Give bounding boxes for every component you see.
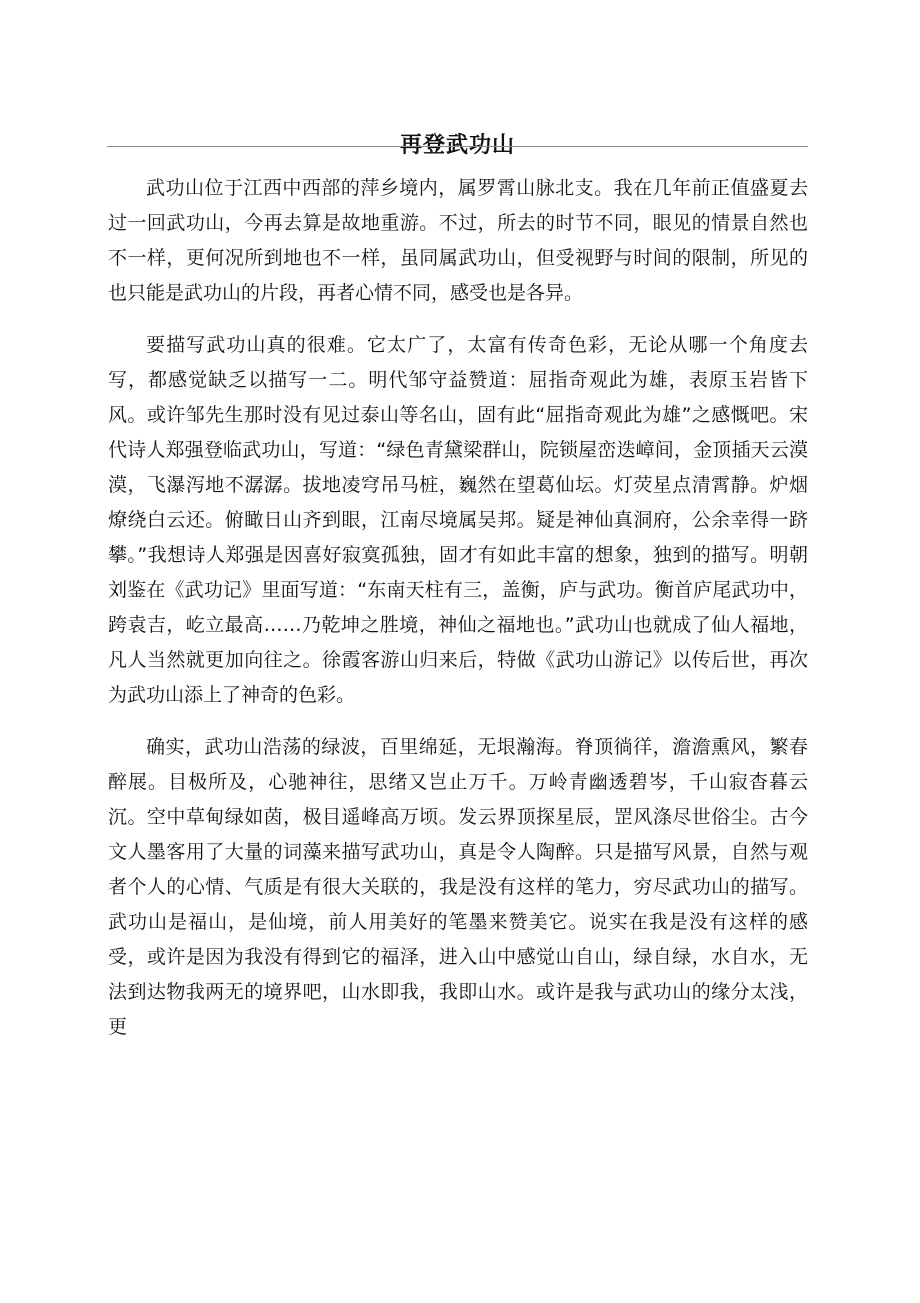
paragraph-1: 武功山位于江西中西部的萍乡境内，属罗霄山脉北支。我在几年前正值盛夏去过一回武功山，今再去算是故地重游。不过，所去的时节不同，眼见的情景自然也不一样，更何况所到地也不一样，虽同属武功山，但受视野与时间的限制，所见的也只能是武功山的片段，再者心情不同，感受也是各异。 [108, 177, 808, 304]
document-body [108, 171, 808, 1045]
title-divider [107, 146, 808, 147]
paragraph-3: 确实，武功山浩荡的绿波，百里绵延，无垠瀚海。脊顶徜徉，澹澹熏风，繁春醉展。目极所及，心驰神往，思绪又岂止万千。万岭青幽透碧岑，千山寂杳暮云沉。空中草甸绿如茵，极目遥峰高万顷。发云界顶探星辰，罡风涤尽世俗尘。古今文人墨客用了大量的词藻来描写武功山，真是令人陶醉。只是描写风景，自然与观者个人的心情、气质是有很大关联的，我是没有这样的笔力，穷尽武功山的描写。武功山是福山，是仙境，前人用美好的笔墨来赞美它。说实在我是没有这样的感受，或许是因为我没有得到它的福泽，进入山中感觉山自山，绿自绿，水自水，无法到达物我两无的境界吧，山水即我，我即山水。或许是我与武功山的缘分太浅，更 [108, 736, 808, 1038]
document-title: 再登武功山 [399, 132, 515, 158]
paragraph-2: 要描写武功山真的很难。它太广了，太富有传奇色彩，无论从哪一个角度去写，都感觉缺乏以描写一二。明代邹守益赞道：屈指奇观此为雄，表原玉岩皆下风。或许邹先生那时没有见过泰山等名山，固有此“屈指奇观此为雄”之感慨吧。宋代诗人郑强登临武功山，写道：“绿色青黛梁群山，院锁屋峦迭嶂间，金顶插天云漠漠，飞瀑泻地不潺潺。拔地凌穹吊马桩，巍然在望葛仙坛。灯荧星点清霄静。炉烟燎绕白云还。俯瞰日山齐到眼，江南尽境属吴邦。疑是神仙真洞府，公余幸得一跻攀。”我想诗人郑强是因喜好寂寞孤独，固才有如此丰富的想象，独到的描写。明朝刘鉴在《武功记》里面写道：“东南天柱有三，盖衡，庐与武功。衡首庐尾武功中，跨袁吉，屹立最高……乃乾坤之胜境，神仙之福地也。”武功山也就成了仙人福地，凡人当然就更加向往之。徐霞客游山归来后，特做《武功山游记》以传后世，再次为武功山添上了神奇的色彩。 [108, 334, 808, 706]
